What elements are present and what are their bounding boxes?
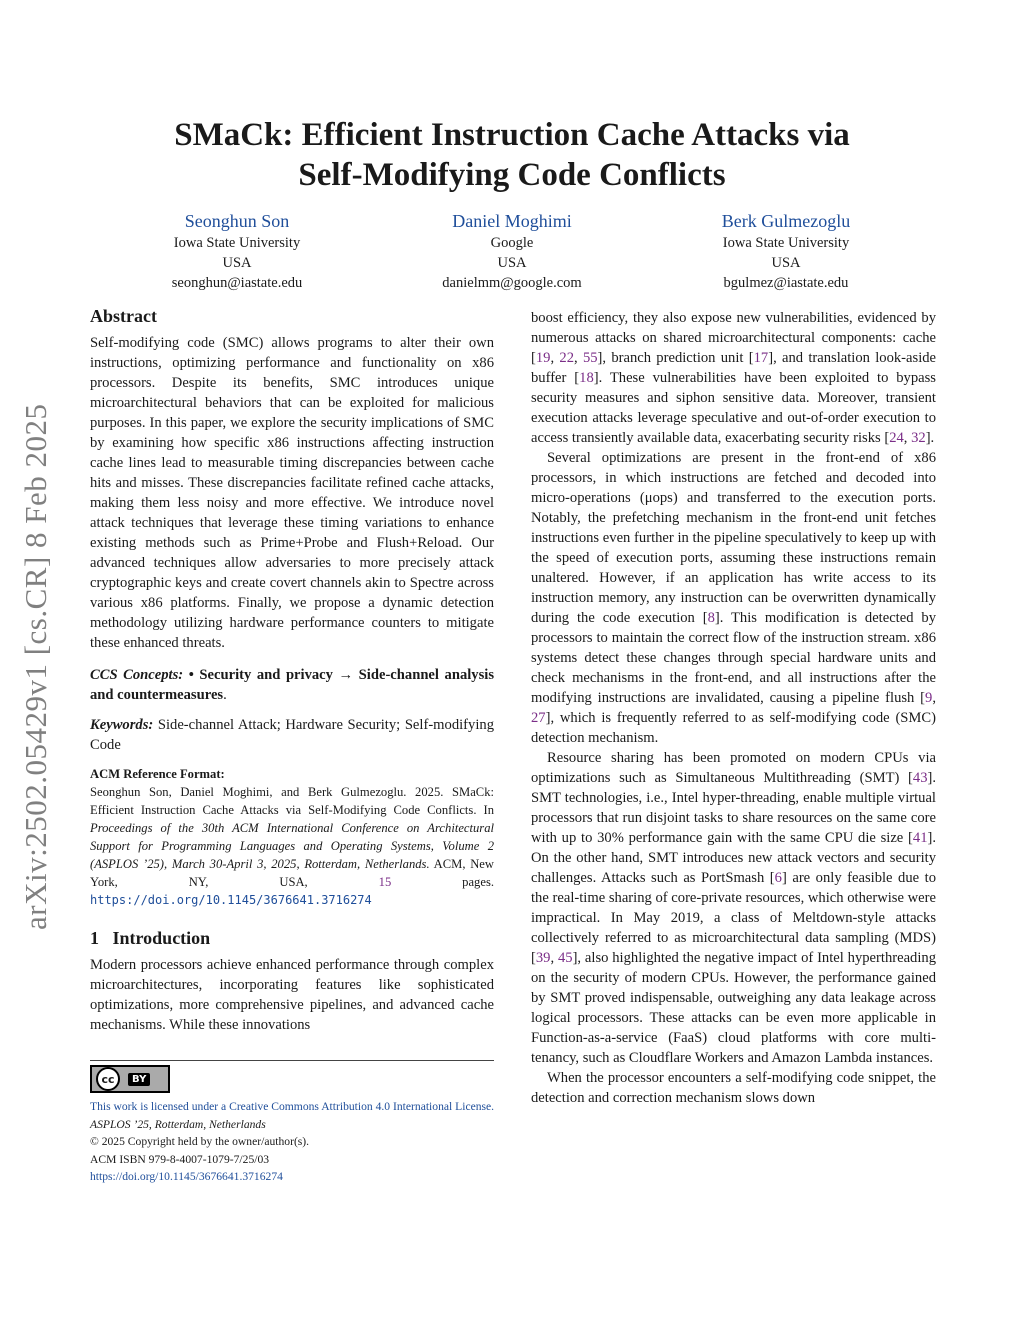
- author-email: danielmm@google.com: [442, 275, 582, 291]
- intro-paragraph-2: Several optimizations are present in the front-end of x86 processors, in which instructions are fetched and decoded into micro-operations (μops) and transferred to the execution ports. Notably, the prefetching mechanism in the front-end unit fetches instructions even further in the pipeline speculatively to keep up with the speed of execution ports, assuming these instructions remain unaltered. However, if an application has write access to its instruction memory, any instruction can be overwritten dynamically during the code execution [8]. This modification is detected by processors to maintain the correct flow of the instruction stream. x86 systems detect these changes through special hardware units and check mechanisms in the front-end, and all instructions after the modifying instructions are invalidated, causing a pipeline flush [9, 27], which is frequently referred to as self-modifying code (SMC) detection mechanism.: [531, 450, 936, 746]
- citation[interactable]: 24: [889, 430, 904, 446]
- intro-paragraph-4: When the processor encounters a self-modifying code snippet, the detection and correction mechanism slows down: [531, 1070, 936, 1106]
- author-email: bgulmez@iastate.edu: [723, 275, 849, 291]
- intro-paragraph-1: boost efficiency, they also expose new vulnerabilities, evidenced by numerous attacks on shared microarchitectural components: cache [19, 22, 55], branch prediction unit [17], and translation look-aside buffer [18]. These vulnerabilities have been exploited to bypass security measures and siphon sensitive data. Moreover, transient execution attacks leverage speculative and out-of-order execution to access transiently available data, exacerbating security risks [24, 32].: [531, 310, 937, 446]
- keywords-text: Side-channel Attack; Hardware Security; Self-modifying Code: [90, 717, 494, 753]
- copyright: © 2025 Copyright held by the owner/author(s).: [90, 1135, 310, 1148]
- ref-doi-link[interactable]: https://doi.org/10.1145/3676641.3716274: [90, 893, 372, 907]
- author-country: USA: [222, 255, 252, 271]
- cc-icon: cc: [96, 1067, 120, 1091]
- license-link[interactable]: This work is licensed under a Creative Commons Attribution 4.0 International License.: [90, 1100, 495, 1113]
- title-line-2: Self-Modifying Code Conflicts: [298, 157, 726, 193]
- ref-italic: Proceedings of the 30th ACM International Conference on Architectural Support for Programming Languages and Operating Systems, Volume 2 (ASPLOS ’25), March 30-April 3, 2025, Rotterdam, Netherlands.: [90, 821, 494, 871]
- keywords-label: Keywords:: [90, 717, 154, 733]
- author-1: [107, 209, 367, 293]
- author-country: USA: [497, 255, 527, 271]
- title-line-1: SMaCk: Efficient Instruction Cache Attacks via: [174, 117, 850, 153]
- citation[interactable]: 39: [535, 950, 551, 966]
- intro-text-left: Modern processors achieve enhanced performance through complex microarchitectures, incorporating features like sophisticated optimizations, more comprehensive pipelines, and advanced cache mechanisms. While these innovations: [90, 957, 494, 1033]
- intro-heading: [90, 927, 494, 949]
- author-name[interactable]: Berk Gulmezoglu: [721, 211, 851, 231]
- citation[interactable]: 6: [774, 870, 782, 886]
- abstract-heading: Abstract: [90, 306, 157, 326]
- citation[interactable]: 8: [707, 610, 715, 626]
- cc-by-license-icon[interactable]: [90, 1065, 170, 1093]
- citation[interactable]: 55: [582, 350, 598, 366]
- author-name[interactable]: Daniel Moghimi: [452, 211, 572, 231]
- isbn: ACM ISBN 979-8-4007-1079-7/25/03: [90, 1152, 270, 1166]
- ccs-label: CCS Concepts:: [90, 667, 184, 683]
- arxiv-identifier: arXiv:2502.05429v1 [cs.CR] 8 Feb 2025: [18, 403, 53, 930]
- citation[interactable]: 17: [753, 350, 769, 366]
- abstract-text: Self-modifying code (SMC) allows programs to alter their own instructions, optimizing performance and functionality on x86 processors. Despite its benefits, SMC introduces unique microarchitectural behaviors that can be exploited for malicious purposes. In this paper, we explore the security implications of SMC by examining how specific x86 instructions affecting instruction cache lines lead to measurable timing discrepancies between cache hits and misses. These discrepancies facilitate refined cache attacks, making them less noisy and more effective. We introduce novel attack techniques that leverage these timing variations to enhance existing methods such as Prime+Probe and Flush+Reload. Our advanced techniques allow adversaries to more precisely attack cryptographic keys and create covert channels akin to Spectre across various x86 platforms. Finally, we propose a dynamic detection methodology utilizing hardware performance counters to mitigate these enhanced threats.: [90, 335, 494, 651]
- intro-number: 1: [90, 928, 99, 948]
- reference-text: [90, 783, 494, 909]
- ccs-text: • Security and privacy → Side-channel analysis and countermeasures: [90, 667, 495, 703]
- right-column: [531, 308, 936, 1108]
- by-icon: BY: [128, 1073, 150, 1086]
- intro-paragraph-3: Resource sharing has been promoted on modern CPUs via optimizations such as Simultaneous Multithreading (SMT) [43]. SMT technologies, i.e., Intel hyper-threading, enable multiple virtual processors that run disjoint tasks to share resources on the same core with up to 30% performance gain with the same CPU die size [41]. On the other hand, SMT introduces new attack vectors and security challenges. Attacks such as PortSmash [6] are only feasible due to the real-time sharing of core-private resources, which otherwise were impractical. In May 2019, a class of Meltdown-style attacks collectively referred to as microarchitectural data sampling (MDS) [39, 45], also highlighted the negative impact of Intel hyperthreading on the security of modern CPUs. However, the performance gained by SMT proved indispensable, outweighing any data leakage across logical processors. These attacks can be even more applicable in Function-as-a-service (FaaS) cloud platforms with core multi-tenancy, such as Cloudflare Workers and Amazon Lambda instances.: [531, 750, 936, 1066]
- author-affiliation: Google: [490, 235, 534, 251]
- citation[interactable]: 22: [559, 350, 574, 366]
- ccs-end: .: [223, 687, 227, 703]
- paper-title: [100, 115, 924, 195]
- author-email: seonghun@iastate.edu: [171, 275, 303, 291]
- citation[interactable]: 43: [912, 770, 928, 786]
- citation[interactable]: 18: [579, 370, 594, 386]
- citation[interactable]: 32: [911, 430, 926, 446]
- citation[interactable]: 45: [557, 950, 573, 966]
- left-column: [90, 305, 494, 1035]
- citation[interactable]: 9: [925, 690, 933, 706]
- intro-title: Introduction: [112, 928, 211, 948]
- citation[interactable]: 27: [531, 710, 546, 726]
- footer-doi-link[interactable]: https://doi.org/10.1145/3676641.3716274: [90, 1170, 283, 1183]
- citation[interactable]: 41: [912, 830, 928, 846]
- ccs-concepts: [90, 665, 494, 705]
- ref-pages-link[interactable]: 15: [378, 875, 392, 889]
- keywords: [90, 715, 494, 755]
- footnote: [90, 1098, 496, 1186]
- author-country: USA: [771, 255, 801, 271]
- author-3: [656, 209, 916, 293]
- citation[interactable]: 19: [535, 350, 551, 366]
- author-name[interactable]: Seonghun Son: [184, 211, 290, 231]
- venue: ASPLOS ’25, Rotterdam, Netherlands: [90, 1117, 266, 1131]
- author-affiliation: Iowa State University: [173, 235, 301, 251]
- ref-part-1: Seonghun Son, Daniel Moghimi, and Berk Gulmezoglu. 2025. SMaCk: Efficient Instruction Cache Attacks via Self-Modifying Code Conflicts. In: [90, 785, 494, 817]
- reference-heading: ACM Reference Format:: [90, 767, 225, 781]
- ref-part-3: pages.: [391, 875, 494, 889]
- author-affiliation: Iowa State University: [722, 235, 850, 251]
- author-2: [382, 209, 642, 293]
- footnote-rule: [90, 1060, 494, 1061]
- ref-part-2: ACM, New York, NY, USA,: [90, 857, 494, 889]
